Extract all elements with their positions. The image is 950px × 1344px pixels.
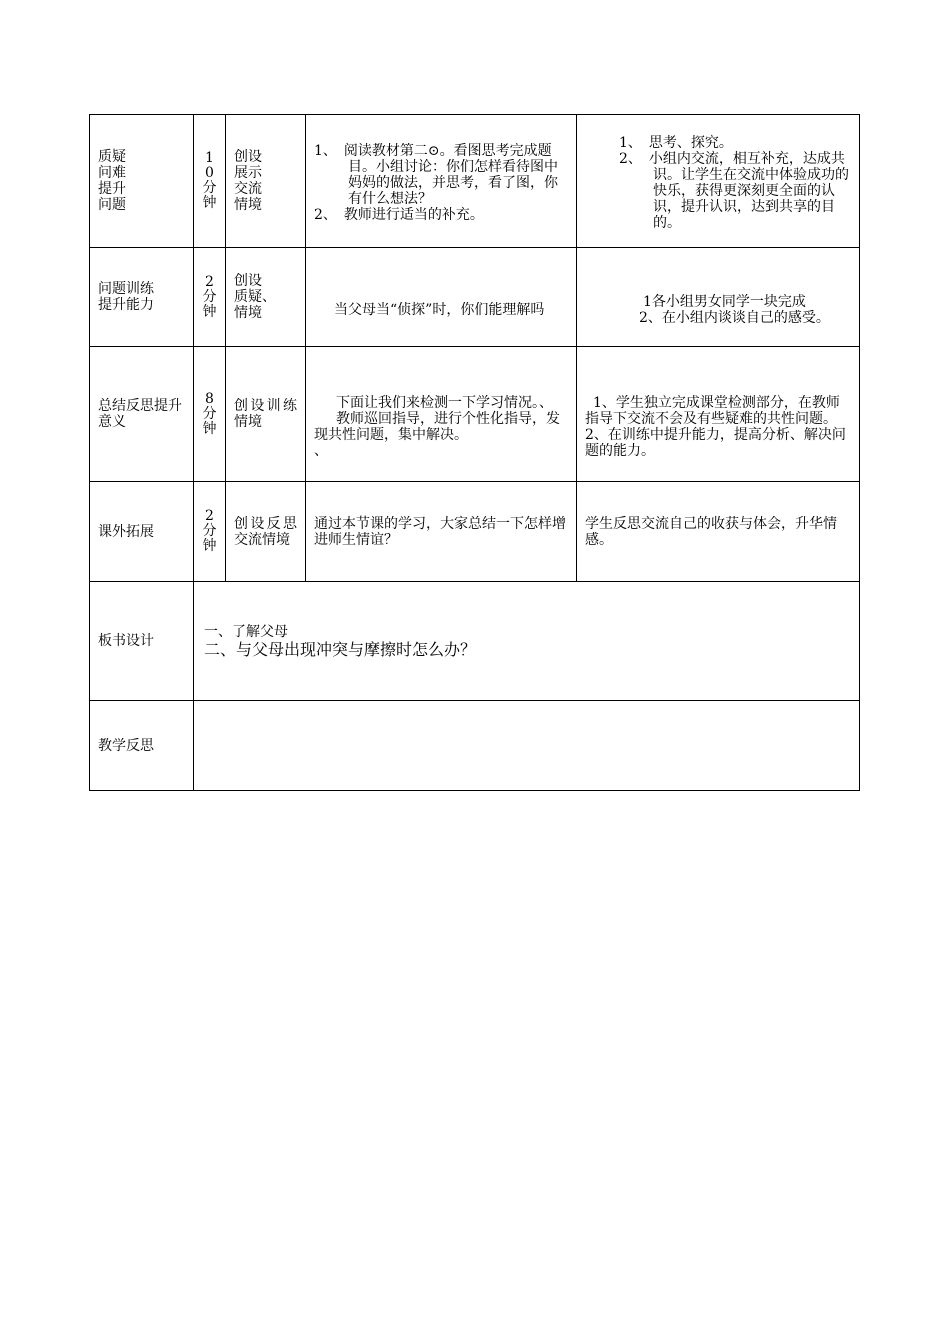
student-activity-cell: 1各小组男女同学一块完成 2、在小组内谈谈自己的感受。 <box>577 248 860 347</box>
method-cell: 创设 质疑、 情境 <box>226 248 306 347</box>
method-cell: 创设训练情境 <box>226 347 306 482</box>
lesson-plan-table <box>89 114 860 791</box>
table-row <box>90 248 860 347</box>
teaching-reflection-label: 教学反思 <box>90 701 194 791</box>
stage-cell: 质疑 问难 提升 问题 <box>90 115 194 248</box>
time-cell: 8 分 钟 <box>194 347 226 482</box>
stage-cell: 问题训练 提升能力 <box>90 248 194 347</box>
teacher-activity-cell: 当父母当“侦探”时，你们能理解吗 <box>306 248 577 347</box>
time-cell: 2 分 钟 <box>194 482 226 582</box>
teacher-activity-cell: 1、 阅读教材第二⊙。看图思考完成题目。小组讨论：你们怎样看待图中妈妈的做法，并思考，看了图，你有什么想法？ 2、 教师进行适当的补充。 <box>306 115 577 248</box>
board-design-content: 一、了解父母 二、与父母出现冲突与摩擦时怎么办？ <box>194 582 860 701</box>
student-activity-cell: 学生反思交流自己的收获与体会，升华情感。 <box>577 482 860 582</box>
stage-cell: 总结反思提升意义 <box>90 347 194 482</box>
table-row <box>90 347 860 482</box>
time-cell: 2 分 钟 <box>194 248 226 347</box>
time-cell: 1 0 分 钟 <box>194 115 226 248</box>
method-cell: 创设 展示 交流 情境 <box>226 115 306 248</box>
student-activity-cell: 1、学生独立完成课堂检测部分，在教师指导下交流不会及有些疑难的共性问题。 2、在训练中提升能力，提高分析、解决问题的能力。 <box>577 347 860 482</box>
student-activity-cell: 1、 思考、探究。 2、 小组内交流，相互补充，达成共识。让学生在交流中体验成功的快乐，获得更深刻更全面的认识，提升认识，达到共享的目的。 <box>577 115 860 248</box>
board-design-row <box>90 582 860 701</box>
table-row <box>90 115 860 248</box>
teaching-reflection-content <box>194 701 860 791</box>
teacher-activity-cell: 下面让我们来检测一下学习情况。、 教师巡回指导，进行个性化指导，发现共性问题，集中解决。 、 <box>306 347 577 482</box>
stage-cell: 课外拓展 <box>90 482 194 582</box>
method-cell: 创设反思交流情境 <box>226 482 306 582</box>
table-row <box>90 482 860 582</box>
teaching-reflection-row <box>90 701 860 791</box>
board-design-label: 板书设计 <box>90 582 194 701</box>
teacher-activity-cell: 通过本节课的学习，大家总结一下怎样增进师生情谊？ <box>306 482 577 582</box>
